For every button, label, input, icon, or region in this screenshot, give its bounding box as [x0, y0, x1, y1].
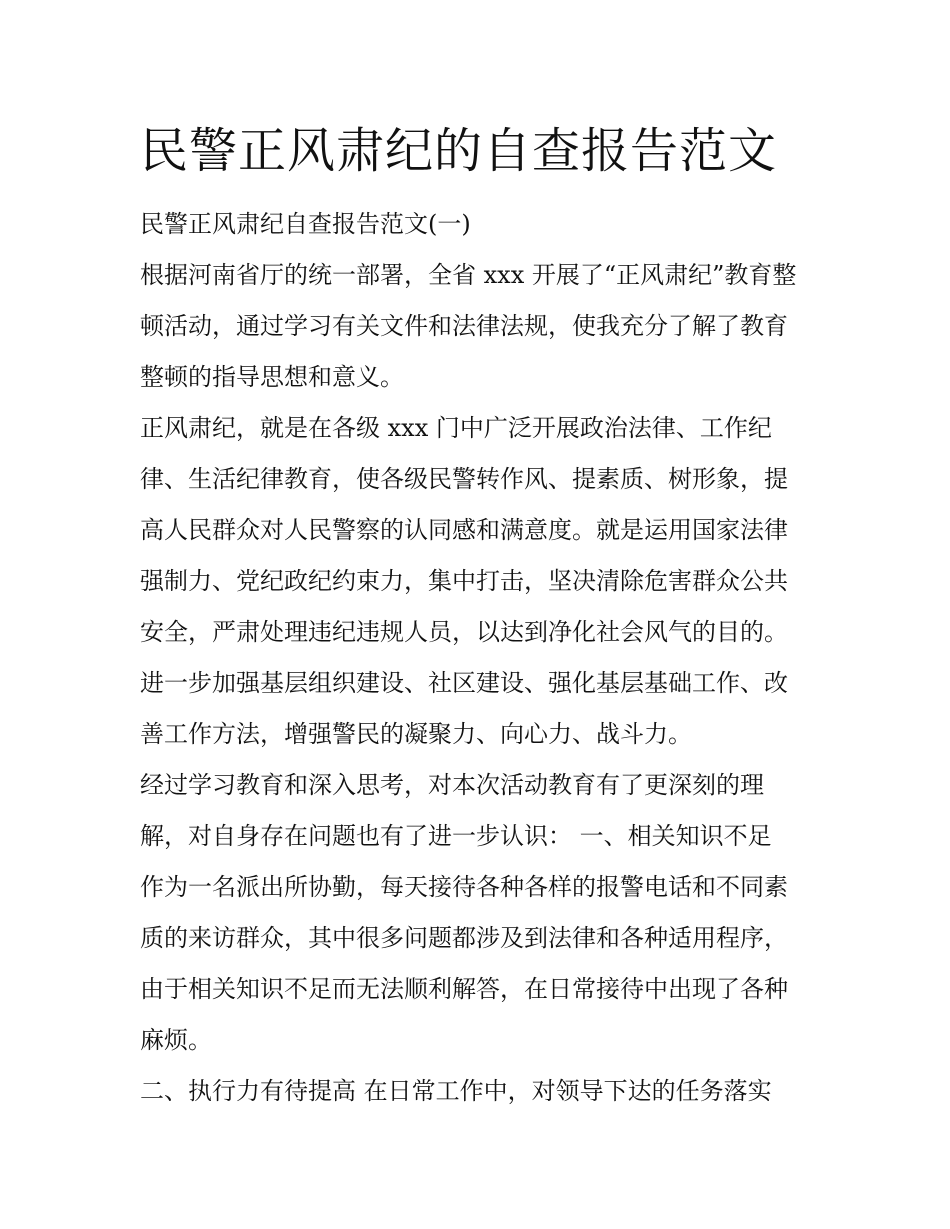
body-line: 律、生活纪律教育，使各级民警转作风、提素质、树形象，提: [140, 465, 788, 493]
body-line: 强制力、党纪政纪约束力，集中打击，坚决清除危害群众公共: [140, 567, 788, 595]
body-line: 二、执行力有待提高 在日常工作中，对领导下达的任务落实: [140, 1077, 772, 1105]
document-title: 民警正风肃纪的自查报告范文: [140, 123, 778, 179]
body-line: 高人民群众对人民警察的认同感和满意度。就是运用国家法律: [140, 516, 788, 544]
body-line: 作为一名派出所协勤，每天接待各种各样的报警电话和不同素: [140, 873, 788, 901]
body-line: 由于相关知识不足而无法顺利解答，在日常接待中出现了各种: [140, 975, 788, 1003]
body-line: 经过学习教育和深入思考，对本次活动教育有了更深刻的理: [140, 771, 764, 799]
body-line: 正风肃纪，就是在各级 xxx 门中广泛开展政治法律、工作纪: [140, 414, 772, 442]
body-line: 顿活动，通过学习有关文件和法律法规，使我充分了解了教育: [140, 312, 788, 340]
body-line: 整顿的指导思想和意义。: [140, 363, 404, 391]
body-line: 安全，严肃处理违纪违规人员，以达到净化社会风气的目的。: [140, 618, 788, 646]
body-line: 根据河南省厅的统一部署，全省 xxx 开展了“正风肃纪”教育整: [140, 261, 797, 289]
body-line: 善工作方法，增强警民的凝聚力、向心力、战斗力。: [140, 720, 692, 748]
body-line: 解，对自身存在问题也有了进一步认识： 一、相关知识不足: [140, 822, 772, 850]
body-line: 进一步加强基层组织建设、社区建设、强化基层基础工作、改: [140, 669, 788, 697]
subtitle-line: 民警正风肃纪自查报告范文(一): [140, 210, 471, 238]
body-line: 麻烦。: [140, 1026, 212, 1054]
body-line: 质的来访群众，其中很多问题都涉及到法律和各种适用程序，: [140, 924, 788, 952]
